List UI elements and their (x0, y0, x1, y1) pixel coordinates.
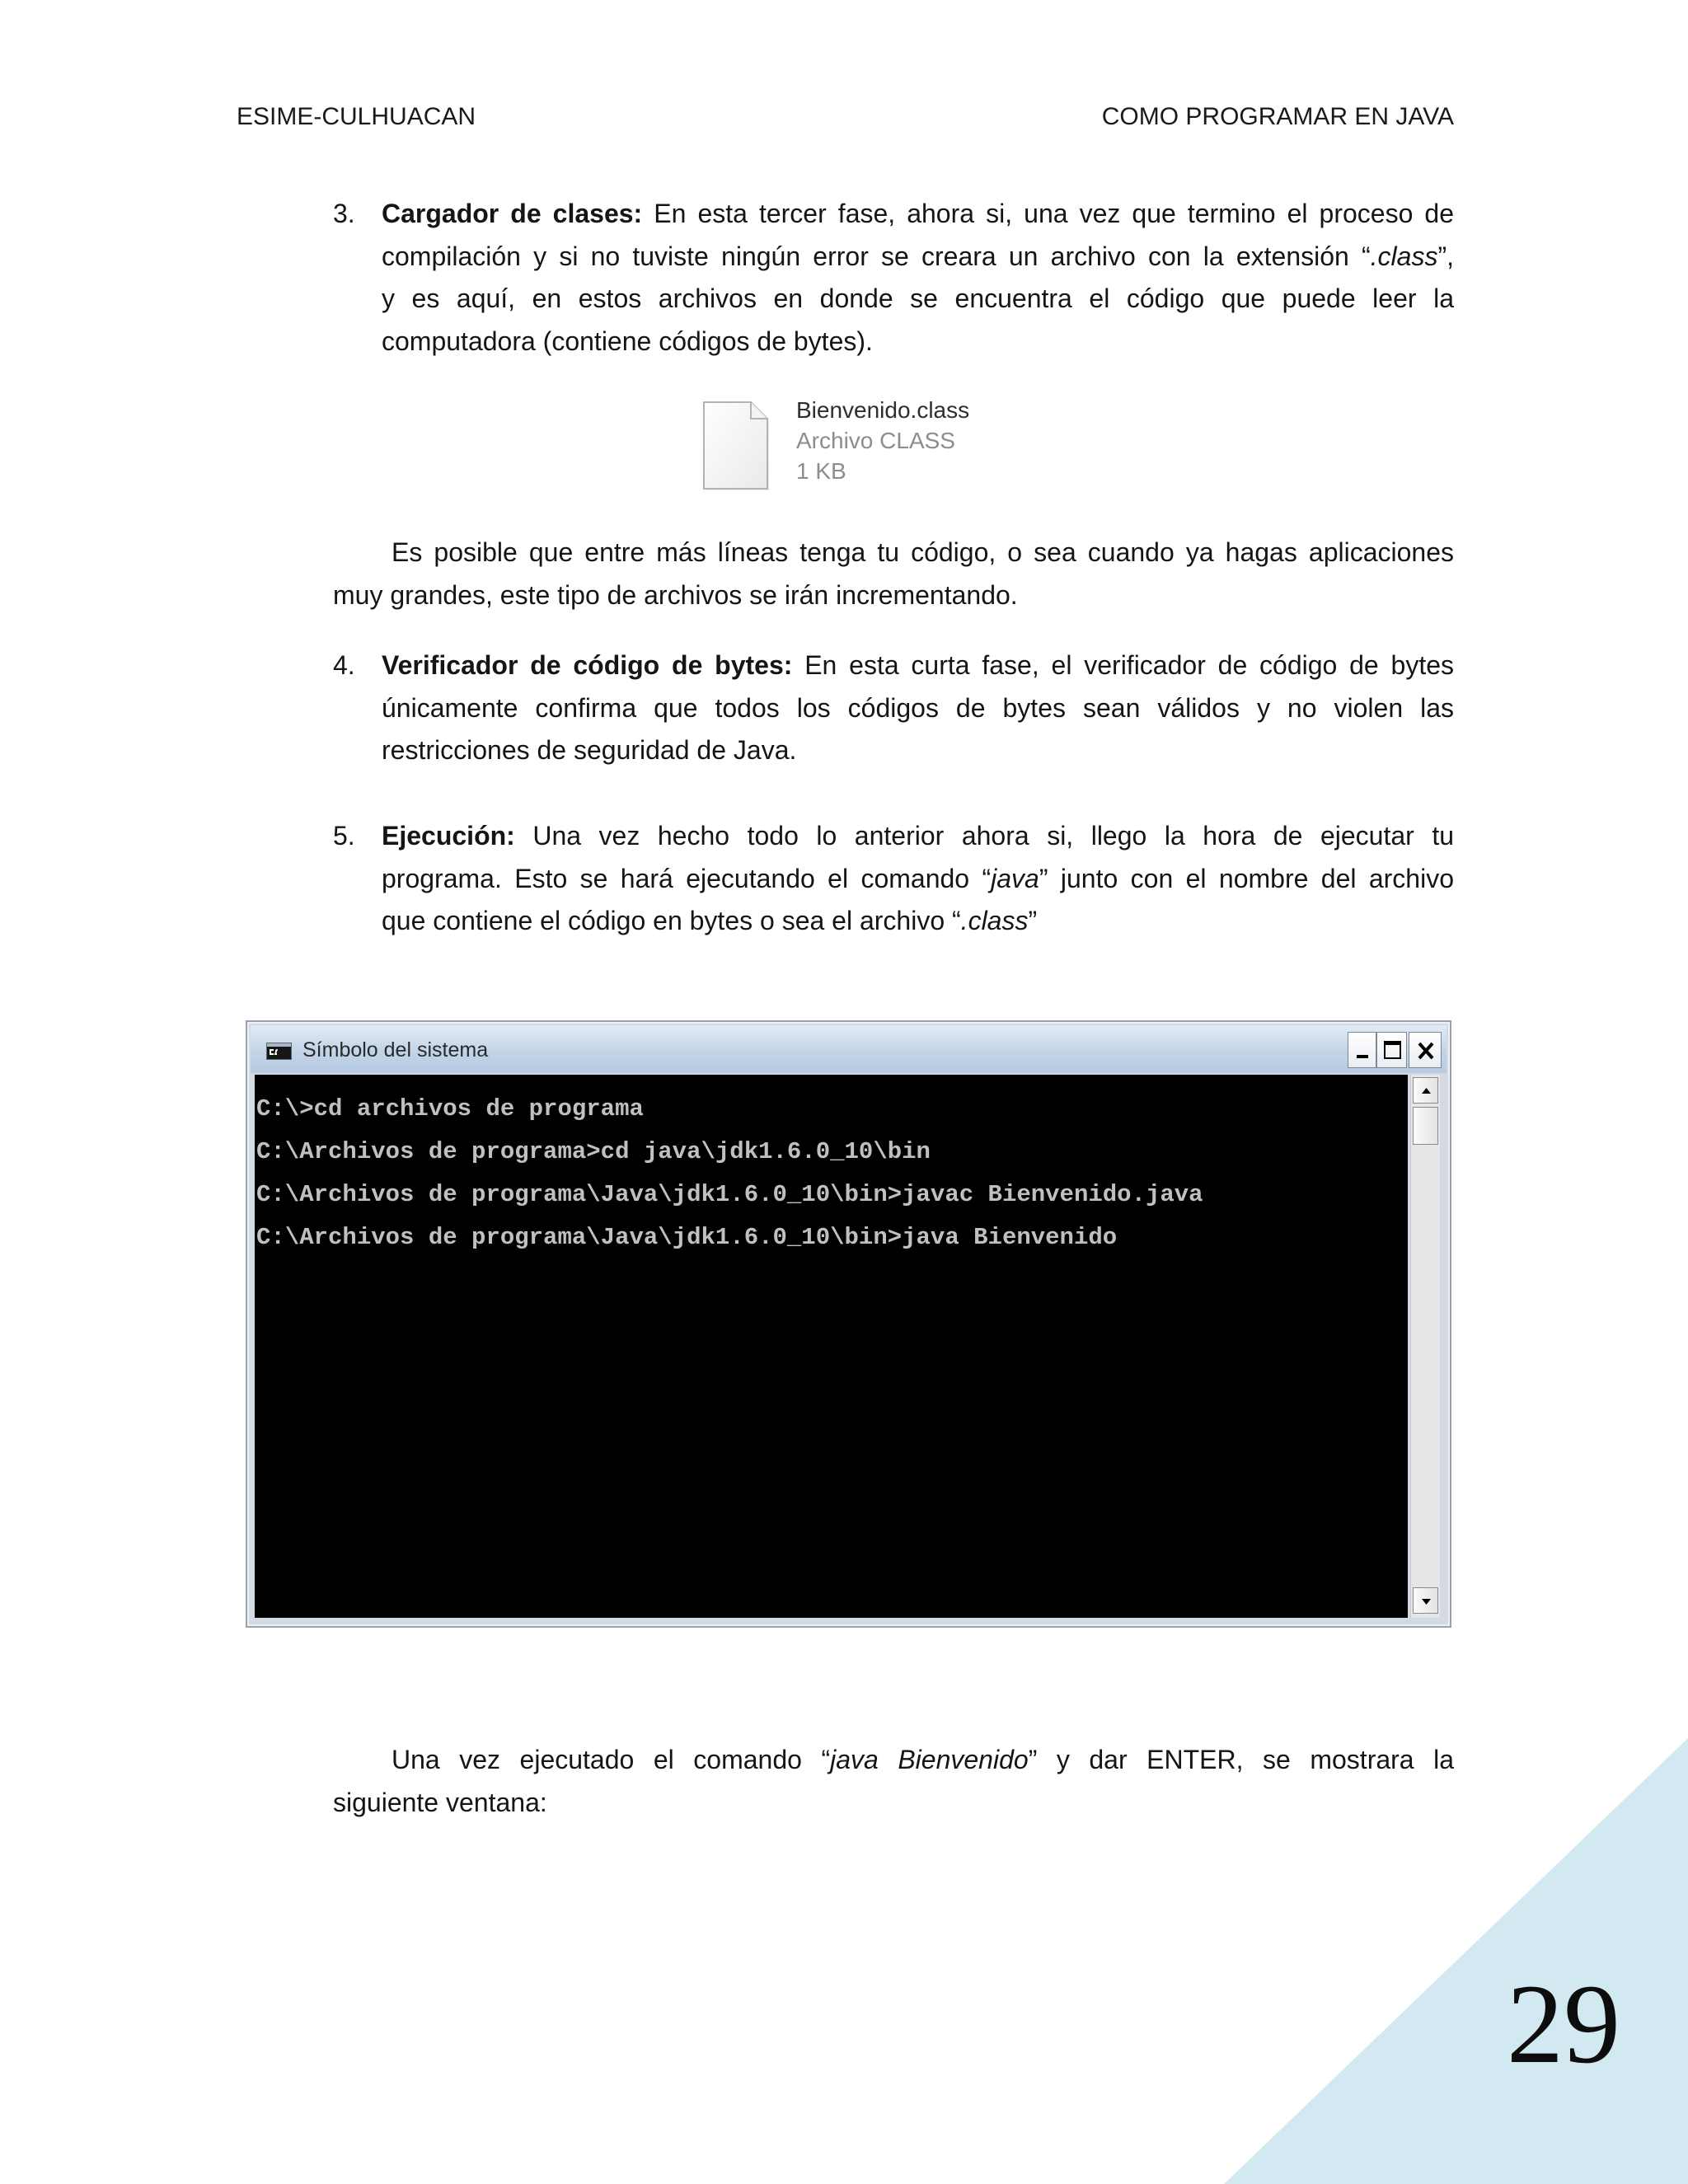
text-segment: únicamente confirma que todos los códigos de bytes sean válidos y no violen las (382, 692, 1454, 723)
text-segment: Una vez ejecutado el comando “ (392, 1745, 831, 1774)
text-line (382, 644, 1454, 687)
console-output[interactable] (255, 1075, 1408, 1618)
text-line (382, 900, 1454, 943)
italic-term: java Bienvenido (830, 1745, 1029, 1774)
console-line: C:\>cd archivos de programa (256, 1095, 644, 1122)
text-line (382, 321, 1454, 363)
text-line (382, 278, 1454, 321)
text-segment: ” (1028, 906, 1038, 935)
text-segment: muy grandes, este tipo de archivos se irán incrementando. (333, 579, 1018, 610)
console-line: C:\Archivos de programa>cd java\jdk1.6.0_10\bin (256, 1138, 931, 1165)
window-title: Símbolo del sistema (302, 1038, 489, 1062)
text-line (382, 236, 1454, 279)
file-name: Bienvenido.class (796, 397, 970, 423)
list-item-3 (333, 193, 1454, 363)
text-segment: restricciones de seguridad de Java. (382, 735, 797, 765)
list-number: 4. (333, 650, 355, 680)
italic-term: .class (960, 906, 1029, 935)
file-details[interactable] (796, 395, 969, 486)
minimize-button[interactable] (1348, 1032, 1376, 1068)
cmd-icon (266, 1043, 292, 1060)
item-label: Ejecución: (382, 821, 515, 851)
text-segment: compilación y si no tuviste ningún error se creara un archivo con la extensión “ (382, 241, 1371, 271)
class-file-icon[interactable] (701, 400, 771, 492)
arrow-down-icon (1414, 1588, 1439, 1615)
file-size: 1 KB (796, 458, 846, 484)
text-segment: y es aquí, en estos archivos en donde se encuentra el código que puede leer la (382, 284, 1454, 313)
close-button[interactable] (1409, 1032, 1442, 1068)
text-segment: ”, (1437, 241, 1454, 271)
text-segment: computadora (contiene códigos de bytes). (382, 326, 873, 356)
maximize-button[interactable] (1376, 1032, 1407, 1068)
list-item-body (382, 644, 1454, 772)
italic-term: java (991, 863, 1039, 893)
file-type: Archivo CLASS (796, 428, 955, 453)
vertical-scrollbar[interactable] (1410, 1075, 1440, 1618)
paragraph (333, 532, 1454, 616)
text-segment: En esta tercer fase, ahora si, una vez que termino el proceso de (642, 199, 1455, 228)
command-prompt-window (246, 1020, 1451, 1628)
text-segment: ” y dar ENTER, se mostrara la (1028, 1745, 1455, 1774)
list-item-body (382, 815, 1454, 943)
console-line: C:\Archivos de programa\Java\jdk1.6.0_10\bin>javac Bienvenido.java (256, 1181, 1203, 1208)
text-line (382, 729, 1454, 772)
text-segment: Es posible que entre más líneas tenga tu código, o sea cuando ya hagas aplicaciones (392, 537, 1454, 567)
text-line (382, 858, 1454, 901)
text-line (382, 687, 1454, 730)
console-lines (256, 1088, 1203, 1259)
text-line (382, 193, 1454, 236)
minimize-icon (1348, 1033, 1377, 1069)
text-segment: siguiente ventana: (333, 1787, 547, 1817)
console-line: C:\Archivos de programa\Java\jdk1.6.0_10\bin>java Bienvenido (256, 1224, 1118, 1251)
list-item-5 (333, 815, 1454, 943)
list-number: 3. (333, 199, 355, 228)
window-title-bar[interactable] (251, 1025, 1447, 1073)
item-label: Verificador de código de bytes: (382, 650, 793, 680)
text-segment: En esta curta fase, el verificador de código de bytes (792, 650, 1454, 680)
text-line (382, 815, 1454, 858)
text-segment: ” junto con el nombre del archivo (1039, 863, 1455, 893)
item-label: Cargador de clases: (382, 199, 643, 228)
header-left: ESIME-CULHUACAN (237, 103, 476, 130)
scroll-thumb[interactable] (1413, 1107, 1438, 1145)
page-number: 29 (1507, 1961, 1620, 2087)
text-segment: que contiene el código en bytes o sea el archivo “ (382, 906, 961, 935)
text-line (333, 574, 1454, 617)
text-segment: Una vez hecho todo lo anterior ahora si, llego la hora de ejecutar tu (514, 821, 1454, 851)
text-line (333, 532, 1454, 574)
italic-term: .class (1370, 241, 1438, 271)
list-item-4 (333, 644, 1454, 772)
close-icon (1409, 1033, 1442, 1069)
list-item-body (382, 193, 1454, 363)
maximize-icon (1377, 1033, 1408, 1069)
header-right: COMO PROGRAMAR EN JAVA (1101, 103, 1454, 130)
text-segment: programa. Esto se hará ejecutando el comando “ (382, 863, 992, 893)
scroll-down-button[interactable] (1413, 1587, 1438, 1614)
list-number: 5. (333, 821, 355, 851)
scroll-up-button[interactable] (1413, 1077, 1438, 1104)
arrow-up-icon (1414, 1078, 1439, 1104)
